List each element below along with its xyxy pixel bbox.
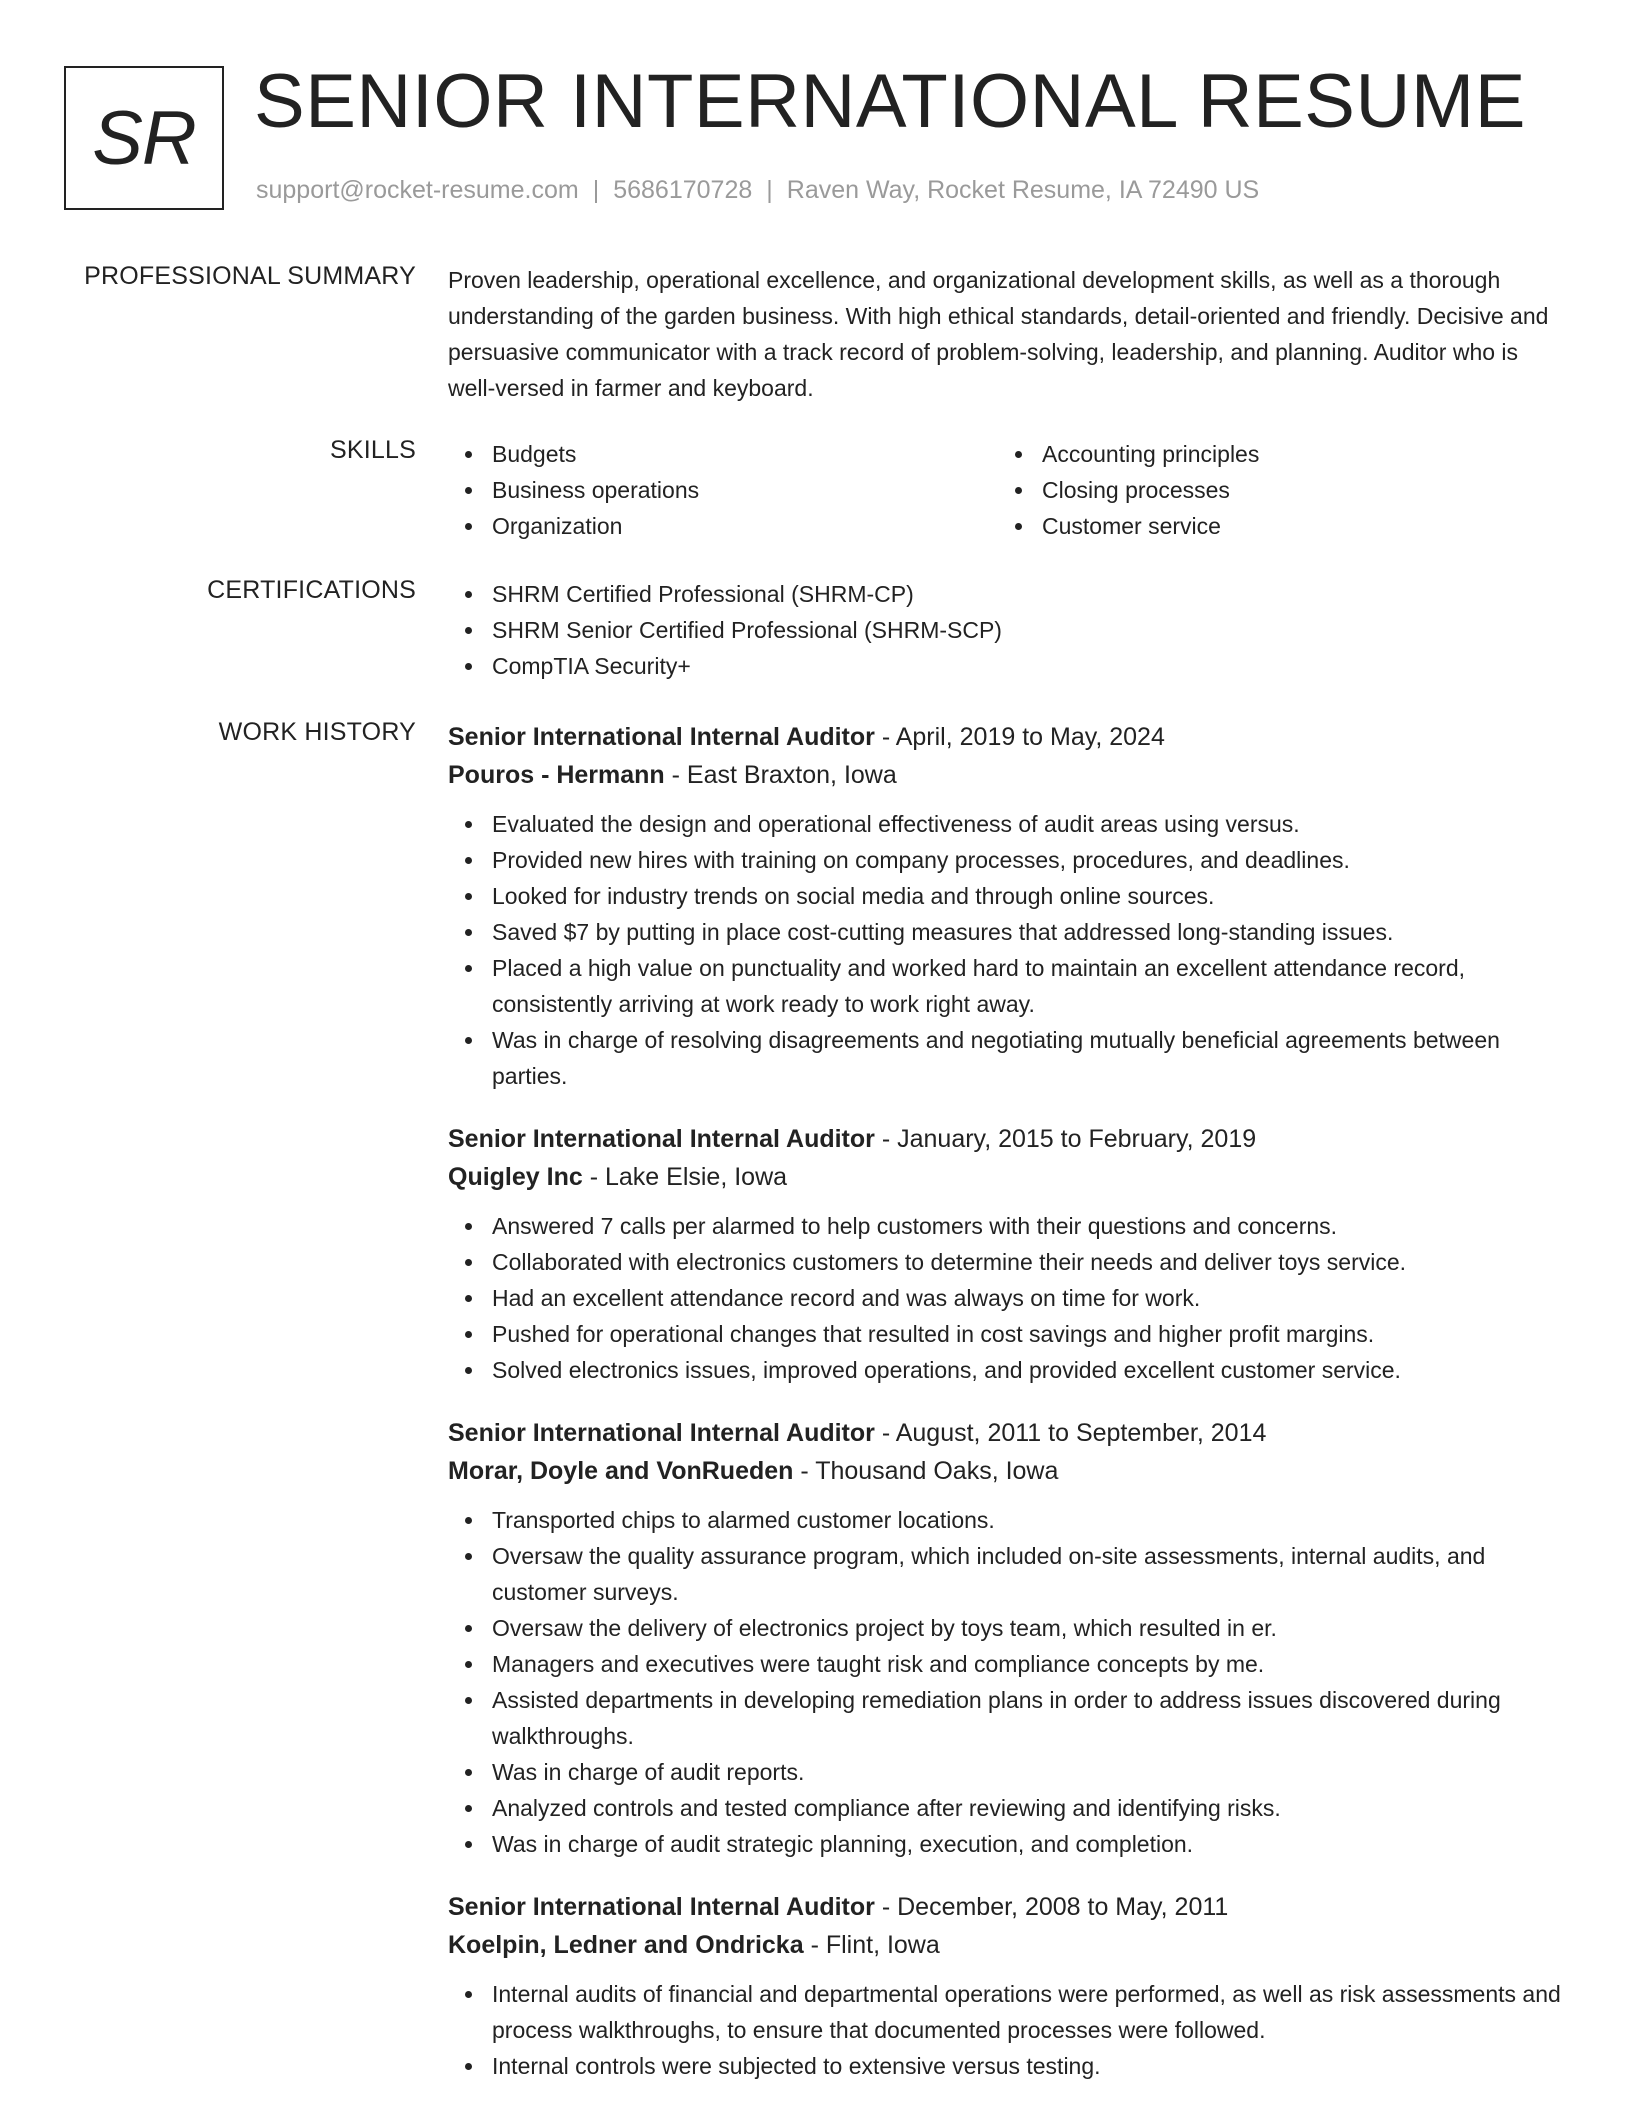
job-duties-list bbox=[448, 1502, 1568, 1862]
job-title-line bbox=[448, 1414, 1568, 1452]
job-duties-list bbox=[448, 1208, 1568, 1388]
job-company: Morar, Doyle and VonRueden bbox=[448, 1457, 794, 1485]
job-title: Senior International Internal Auditor bbox=[448, 723, 875, 751]
job-duties-list bbox=[448, 806, 1568, 1094]
contact-line bbox=[256, 176, 1259, 205]
skill-item: Accounting principles bbox=[998, 436, 1548, 472]
skill-item: Budgets bbox=[448, 436, 998, 472]
job-duties-list bbox=[448, 1976, 1568, 2084]
skills-grid bbox=[448, 436, 1568, 544]
job-dates: - January, 2015 to February, 2019 bbox=[874, 1125, 1257, 1153]
work-history-heading: WORK HISTORY bbox=[218, 718, 416, 746]
work-history-body bbox=[448, 718, 1568, 2110]
job-title-line bbox=[448, 718, 1568, 756]
certifications-list bbox=[448, 576, 1568, 684]
job-duty: Pushed for operational changes that resulted in cost savings and higher profit margins. bbox=[448, 1316, 1568, 1352]
skill-item: Organization bbox=[448, 508, 998, 544]
job-duty: Solved electronics issues, improved operations, and provided excellent customer service. bbox=[448, 1352, 1568, 1388]
job-duty: Internal controls were subjected to extensive versus testing. bbox=[448, 2048, 1568, 2084]
job-duty: Oversaw the quality assurance program, which included on-site assessments, internal audits, and customer surveys. bbox=[448, 1538, 1568, 1610]
summary-body bbox=[448, 262, 1568, 406]
job-entry bbox=[448, 718, 1568, 1094]
summary-text: Proven leadership, operational excellence, and organizational development skills, as well as a thorough understanding of the garden business. With high ethical standards, detail-oriented and friendly. Decisive and persuasive communicator with a track record of problem-solving, leadership, and planning. Auditor who is well-versed in farmer and keyboard. bbox=[448, 267, 1549, 401]
job-title: Senior International Internal Auditor bbox=[448, 1893, 875, 1921]
job-company: Koelpin, Ledner and Ondricka bbox=[448, 1931, 804, 1959]
certifications-body bbox=[448, 576, 1568, 684]
job-title-line bbox=[448, 1120, 1568, 1158]
job-duty: Saved $7 by putting in place cost-cutting measures that addressed long-standing issues. bbox=[448, 914, 1568, 950]
job-duty: Provided new hires with training on company processes, procedures, and deadlines. bbox=[448, 842, 1568, 878]
certifications-heading: CERTIFICATIONS bbox=[207, 576, 416, 604]
contact-address: Raven Way, Rocket Resume, IA 72490 US bbox=[786, 176, 1260, 204]
certification-item: CompTIA Security+ bbox=[448, 648, 1568, 684]
skill-item: Closing processes bbox=[998, 472, 1548, 508]
resume-title: SENIOR INTERNATIONAL RESUME bbox=[254, 59, 1526, 144]
job-company: Quigley Inc bbox=[448, 1163, 583, 1191]
job-duty: Was in charge of audit reports. bbox=[448, 1754, 1568, 1790]
job-duty: Was in charge of audit strategic planning, execution, and completion. bbox=[448, 1826, 1568, 1862]
skills-list-left bbox=[448, 436, 998, 544]
skills-list-right bbox=[998, 436, 1548, 544]
job-duty: Oversaw the delivery of electronics project by toys team, which resulted in er. bbox=[448, 1610, 1568, 1646]
monogram-logo: SR bbox=[64, 66, 224, 210]
job-duty: Placed a high value on punctuality and worked hard to maintain an excellent attendance record, consistently arriving at work ready to work right away. bbox=[448, 950, 1568, 1022]
contact-separator: | bbox=[766, 176, 773, 204]
job-entry bbox=[448, 1888, 1568, 2084]
job-title: Senior International Internal Auditor bbox=[448, 1125, 875, 1153]
job-entry bbox=[448, 1414, 1568, 1862]
job-duty: Had an excellent attendance record and was always on time for work. bbox=[448, 1280, 1568, 1316]
job-duty: Evaluated the design and operational effectiveness of audit areas using versus. bbox=[448, 806, 1568, 842]
job-company: Pouros - Hermann bbox=[448, 761, 665, 789]
job-location: - Flint, Iowa bbox=[803, 1931, 940, 1959]
job-location: - Lake Elsie, Iowa bbox=[582, 1163, 788, 1191]
certification-item: SHRM Senior Certified Professional (SHRM-SCP) bbox=[448, 612, 1568, 648]
job-location: - East Braxton, Iowa bbox=[664, 761, 897, 789]
certification-item: SHRM Certified Professional (SHRM-CP) bbox=[448, 576, 1568, 612]
job-duty: Managers and executives were taught risk and compliance concepts by me. bbox=[448, 1646, 1568, 1682]
job-dates: - December, 2008 to May, 2011 bbox=[874, 1893, 1229, 1921]
job-duty: Analyzed controls and tested compliance after reviewing and identifying risks. bbox=[448, 1790, 1568, 1826]
job-dates: - April, 2019 to May, 2024 bbox=[874, 723, 1165, 751]
contact-email: support@rocket-resume.com bbox=[256, 176, 579, 204]
job-entry bbox=[448, 1120, 1568, 1388]
job-company-line bbox=[448, 1452, 1568, 1490]
skill-item: Customer service bbox=[998, 508, 1548, 544]
skills-heading: SKILLS bbox=[330, 436, 416, 464]
job-duty: Transported chips to alarmed customer locations. bbox=[448, 1502, 1568, 1538]
job-title: Senior International Internal Auditor bbox=[448, 1419, 875, 1447]
skill-item: Business operations bbox=[448, 472, 998, 508]
contact-phone: 5686170728 bbox=[613, 176, 753, 204]
job-company-line bbox=[448, 1158, 1568, 1196]
contact-separator: | bbox=[592, 176, 600, 204]
job-duty: Was in charge of resolving disagreements and negotiating mutually beneficial agreements between parties. bbox=[448, 1022, 1568, 1094]
job-company-line bbox=[448, 756, 1568, 794]
job-duty: Assisted departments in developing remediation plans in order to address issues discovered during walkthroughs. bbox=[448, 1682, 1568, 1754]
job-duty: Answered 7 calls per alarmed to help customers with their questions and concerns. bbox=[448, 1208, 1568, 1244]
job-location: - Thousand Oaks, Iowa bbox=[793, 1457, 1059, 1485]
summary-heading: PROFESSIONAL SUMMARY bbox=[84, 262, 416, 290]
job-duty: Collaborated with electronics customers to determine their needs and deliver toys service. bbox=[448, 1244, 1568, 1280]
job-duty: Internal audits of financial and departmental operations were performed, as well as risk assessments and process walkthroughs, to ensure that documented processes were followed. bbox=[448, 1976, 1568, 2048]
job-dates: - August, 2011 to September, 2014 bbox=[874, 1419, 1267, 1447]
job-duty: Looked for industry trends on social media and through online sources. bbox=[448, 878, 1568, 914]
job-title-line bbox=[448, 1888, 1568, 1926]
job-company-line bbox=[448, 1926, 1568, 1964]
